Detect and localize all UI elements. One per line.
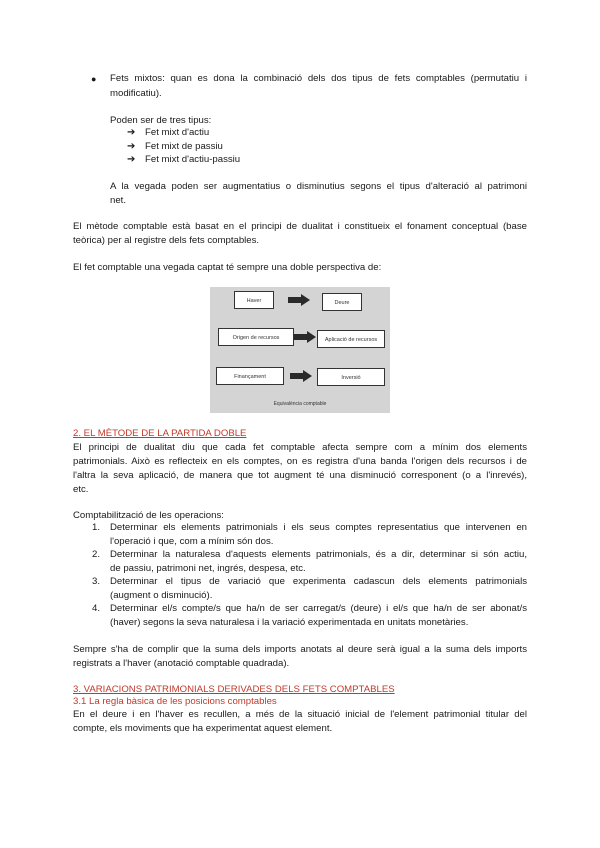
section3-subheading: 3.1 La regla bàsica de les posicions comptables: [73, 696, 277, 707]
list-item-number: 2.: [92, 549, 101, 560]
op2-line2: de passiu, patrimoni net, ingrés, despesa, etc.: [110, 563, 306, 574]
method-line1: El mètode comptable està basat en el principi de dualitat i constitueix el fonament conceptual (base: [73, 221, 527, 232]
equivalence-figure: [210, 287, 390, 413]
section2-heading: 2. EL MÈTODE DE LA PARTIDA DOBLE: [73, 428, 247, 439]
list-item-number: 3.: [92, 576, 101, 587]
bullet-dot: ●: [91, 74, 97, 84]
list-item-number: 1.: [92, 522, 101, 533]
mixed-facts-line1: Fets mixtos: quan es dona la combinació dels dos tipus de fets comptables (permutatiu i: [110, 73, 527, 84]
figure-box-haver: Haver: [234, 291, 274, 309]
section2-para-line3: l'altra la seva aplicació, de manera que tot augment té una disminució corresponent (o a l'inrevés),: [73, 470, 527, 481]
mixed-facts-line2: modificatiu).: [110, 88, 162, 99]
type-item-3: Fet mixt d'actiu-passiu: [145, 154, 241, 165]
op3-line2: (augment o disminució).: [110, 590, 213, 601]
op3-line1: Determinar el tipus de variació que experimenta cadascun dels elements patrimonials: [110, 576, 527, 587]
perspective-paragraph: El fet comptable una vegada captat té sempre una doble perspectiva de:: [73, 262, 382, 273]
figure-box-inversio: Inversió: [317, 368, 385, 386]
type-item-1: Fet mixt d'actiu: [145, 127, 210, 138]
arrow-icon: ➔: [127, 127, 136, 138]
op4-line1: Determinar el/s compte/s que ha/n de ser carregat/s (deure) i el/s que ha/n de ser abonat/s: [110, 603, 527, 614]
figure-box-origen: Origen de recursos: [218, 328, 294, 346]
figure-caption: Equivalència comptable: [273, 401, 327, 407]
figure-box-aplicacio: Aplicació de recursos: [317, 330, 385, 348]
section2-para-line1: El principi de dualitat diu que cada fet comptable afecta sempre com a mínim dos elements: [73, 442, 527, 453]
section2-para-line4: etc.: [73, 484, 89, 495]
sum-line2: registrats a l'haver (anotació comptable quadrada).: [73, 658, 290, 669]
types-intro: Poden ser de tres tipus:: [110, 115, 212, 126]
arrow-icon: ➔: [127, 141, 136, 152]
section3-line2: compte, els moviments que ha experimentat aquest element.: [73, 723, 333, 734]
section3-heading: 3. VARIACIONS PATRIMONIALS DERIVADES DELS FETS COMPTABLES: [73, 684, 395, 695]
arrow-icon: ➔: [127, 154, 136, 165]
section3-line1: En el deure i en l'haver es recullen, a més de la situació inicial de l'element patrimonial titular del: [73, 709, 527, 720]
op2-line1: Determinar la naturalesa d'aquests elements patrimonials, és a dir, determinar si són actiu,: [110, 549, 527, 560]
figure-box-financament: Finançament: [216, 367, 284, 385]
mixed-note-line1: A la vegada poden ser augmentatius o disminutius segons el tipus d'alteració al patrimoni: [110, 181, 527, 192]
op4-line2: (haver) segons la seva naturalesa i la variació experimentada en unitats monetàries.: [110, 617, 469, 628]
method-line2: teòrica) per al registre dels fets comptables.: [73, 235, 260, 246]
ops-title: Comptabilització de les operacions:: [73, 510, 224, 521]
figure-box-deure: Deure: [322, 293, 362, 311]
type-item-2: Fet mixt de passiu: [145, 141, 223, 152]
mixed-note-line2: net.: [110, 195, 127, 206]
op1-line1: Determinar els elements patrimonials i els seus comptes representatius que intervenen en: [110, 522, 527, 533]
section2-para-line2: patrimonials. Això es reflecteix en els comptes, on es registra d'una banda l'origen dels recursos i de: [73, 456, 527, 467]
op1-line2: l'operació i que, com a mínim són dos.: [110, 536, 274, 547]
sum-line1: Sempre s'ha de complir que la suma dels imports anotats al deure serà igual a la suma dels imports: [73, 644, 527, 655]
list-item-number: 4.: [92, 603, 101, 614]
